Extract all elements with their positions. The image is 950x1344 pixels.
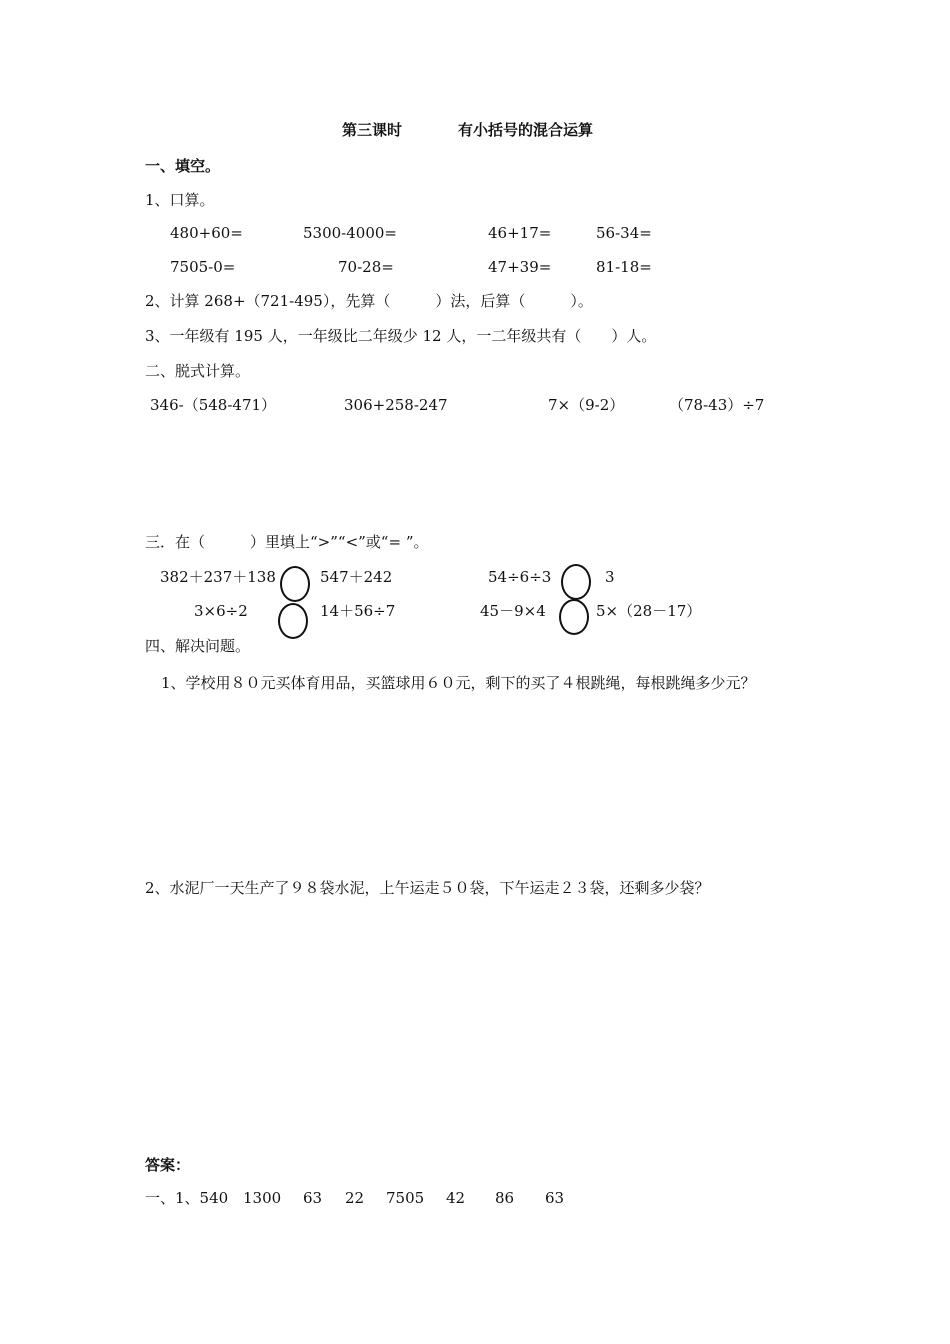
compare-circle[interactable] (280, 566, 310, 602)
answer-item: 42 (446, 1189, 466, 1207)
answer-item: 86 (495, 1189, 515, 1207)
answer-item: 1300 (243, 1189, 282, 1207)
answer-item: 63 (303, 1189, 323, 1207)
q1-label: 1、口算。 (145, 191, 215, 209)
calc-item: （78-43）÷7 (669, 396, 765, 414)
section3-heading: 三．在（ ）里填上“>”“<”或“= ”。 (145, 533, 429, 551)
oral-item: 47+39= (488, 258, 552, 276)
compare-right: 5×（28－17） (596, 602, 702, 620)
calc-item: 346-（548-471） (150, 396, 277, 414)
answer-item: 22 (345, 1189, 365, 1207)
q3-text: 3、一年级有 195 人，一年级比二年级少 12 人，一二年级共有（ ）人。 (145, 327, 657, 345)
answer-item: 7505 (386, 1189, 425, 1207)
oral-item: 70-28= (338, 258, 394, 276)
oral-item: 7505-0= (170, 258, 236, 276)
section2-heading: 二、脱式计算。 (145, 362, 251, 380)
compare-left: 54÷6÷3 (488, 568, 552, 586)
compare-right: 547＋242 (320, 568, 393, 586)
compare-left: 3×6÷2 (194, 602, 248, 620)
calc-item: 7×（9-2） (548, 396, 625, 414)
oral-item: 5300-4000= (303, 224, 397, 242)
compare-circle[interactable] (559, 599, 589, 635)
section4-heading: 四、解决问题。 (145, 637, 251, 655)
answer-item: 63 (545, 1189, 565, 1207)
page-title-lesson: 第三课时 (342, 121, 403, 139)
compare-left: 45－9×4 (480, 602, 546, 620)
q2-text: 2、计算 268+（721-495），先算（ ）法，后算（ ）。 (145, 292, 593, 310)
oral-item: 56-34= (596, 224, 652, 242)
oral-item: 81-18= (596, 258, 652, 276)
compare-circle[interactable] (561, 564, 591, 600)
problem-1: 1、学校用８０元买体育用品，买篮球用６０元，剩下的买了４根跳绳，每根跳绳多少元？ (161, 674, 756, 692)
page-title-topic: 有小括号的混合运算 (458, 121, 594, 139)
problem-2: 2、水泥厂一天生产了９８袋水泥，上午运走５０袋，下午运走２３袋，还剩多少袋？ (145, 879, 710, 897)
calc-item: 306+258-247 (344, 396, 448, 414)
answers-heading: 答案： (145, 1156, 191, 1174)
section1-heading: 一、填空。 (145, 157, 221, 175)
compare-right: 14＋56÷7 (320, 602, 396, 620)
oral-item: 480+60= (170, 224, 243, 242)
compare-circle[interactable] (278, 603, 308, 639)
answer-item: 一、1、540 (145, 1189, 229, 1207)
oral-item: 46+17= (488, 224, 552, 242)
compare-right: 3 (605, 568, 615, 586)
compare-left: 382＋237＋138 (160, 568, 276, 586)
